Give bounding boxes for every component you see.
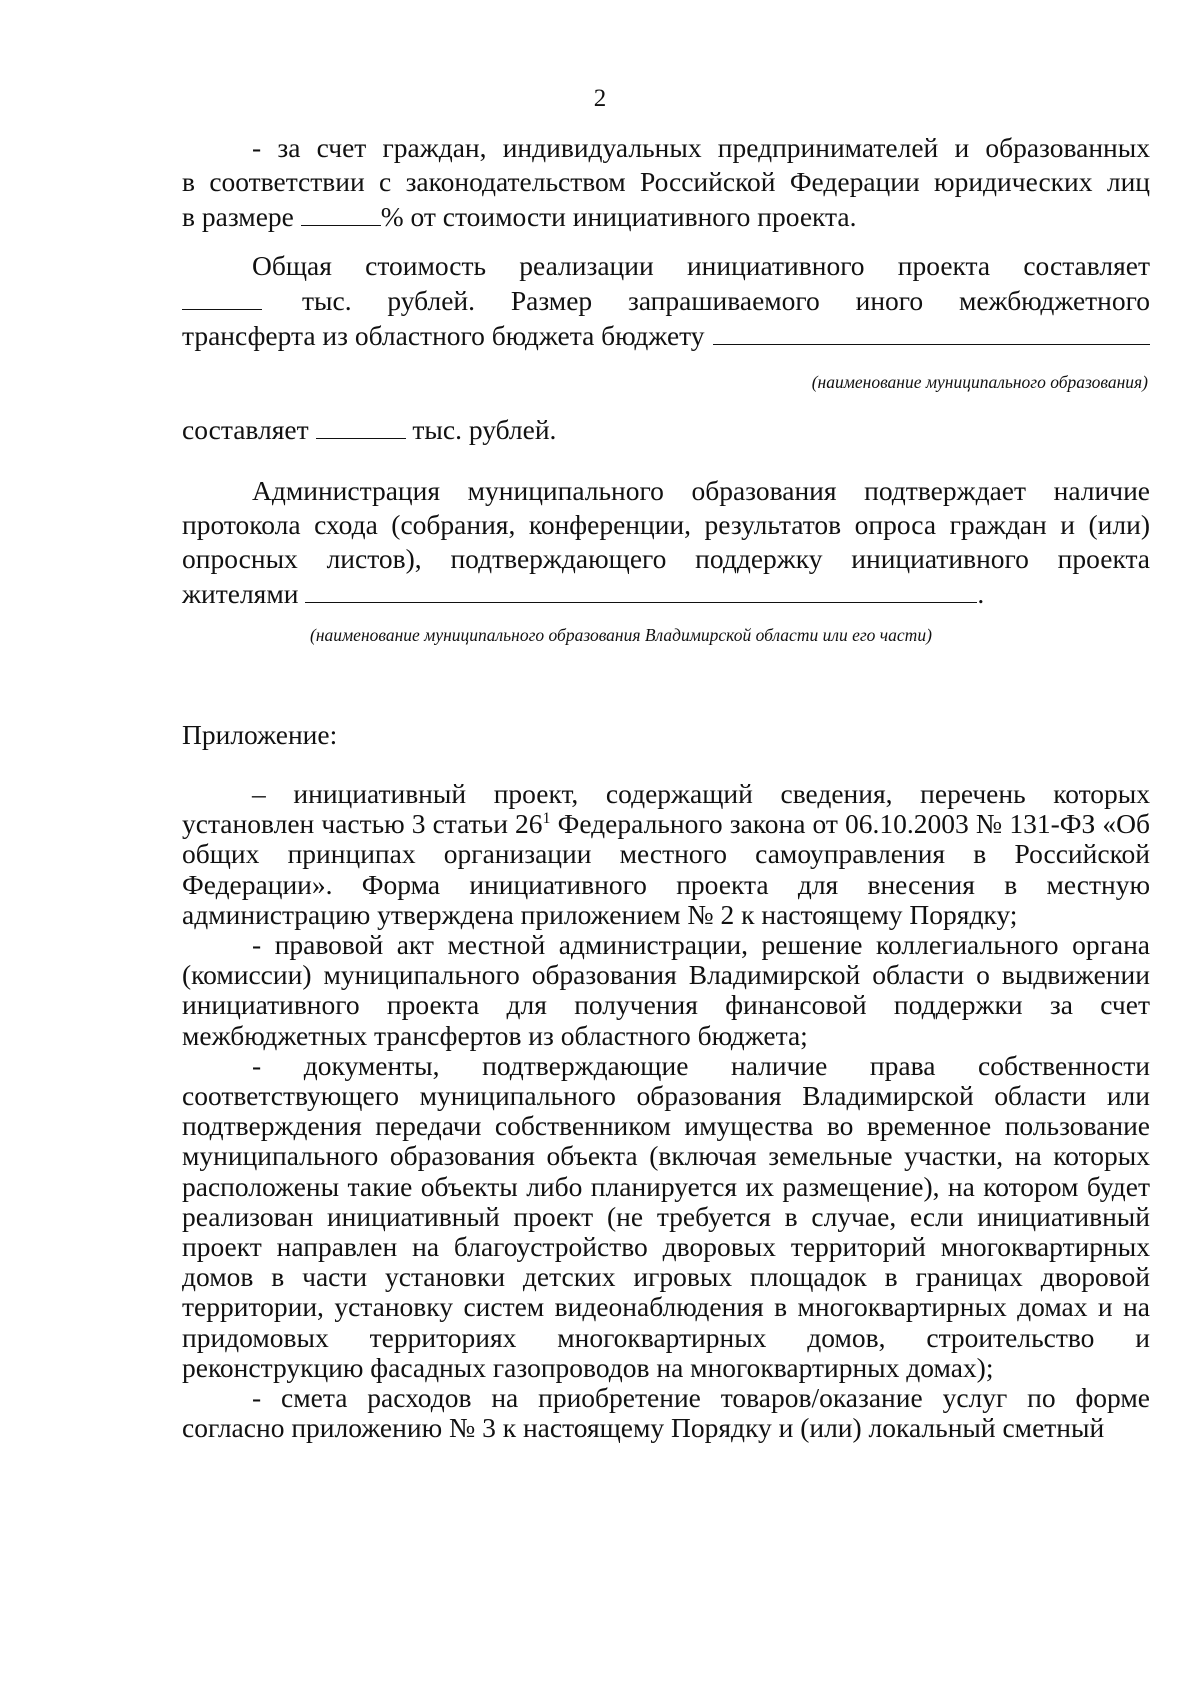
p2-word: составляет xyxy=(1023,250,1150,281)
p1-line3-after: % от стоимости инициативного проекта. xyxy=(380,201,857,232)
paragraph-citizen-funding xyxy=(182,131,1150,234)
item1-text-a: – инициативный проект, содержащий сведения, перечень которых установлен частью 3 статьи 26 xyxy=(182,778,1150,840)
p1-line3 xyxy=(182,199,1150,234)
page-number: 2 xyxy=(593,85,607,112)
residents-blank xyxy=(305,576,977,603)
item1-text-b: Федерального закона от 06.10.2003 № 131-ФЗ «Об общих принципах организации местного самоуправления в Российской Федерации». Форма инициативного проекта для внесения в местную администрацию утверждена приложением № 2 к настоящему Порядку; xyxy=(182,808,1150,930)
p4-line1: Администрация муниципального образования подтверждает наличие xyxy=(252,475,1150,506)
p2-line3 xyxy=(182,318,1150,353)
p2-line1 xyxy=(182,249,1150,283)
p2-word: Общая xyxy=(252,250,332,281)
p2-line2-text: тыс. рублей. Размер запрашиваемого иного межбюджетного xyxy=(302,285,1150,316)
p4-line4-end: . xyxy=(977,578,985,609)
appendix-item-initiative-project xyxy=(182,779,1150,930)
p3-before: составляет xyxy=(182,414,309,445)
caption-municipality-name: (наименование муниципального образования) xyxy=(811,372,1148,392)
paragraph-total-cost xyxy=(182,249,1150,353)
appendix-title: Приложение: xyxy=(182,719,338,750)
requested-amount-blank xyxy=(316,412,406,439)
total-cost-blank xyxy=(182,283,262,310)
percent-blank xyxy=(301,199,381,226)
p2-line3-text: трансферта из областного бюджета бюджету xyxy=(182,320,705,351)
municipality-name-blank xyxy=(713,318,1150,345)
appendix-item-legal-act: - правовой акт местной администрации, решение коллегиального органа (комиссии) муниципального образования Владимирской области о выдвижении инициативного проекта для получения финансовой поддержки за счет межбюджетных трансфертов из областного бюджета; xyxy=(182,929,1150,1051)
appendix-list xyxy=(182,779,1150,1443)
p4-line4 xyxy=(182,576,1150,611)
p2-word: проекта xyxy=(897,250,991,281)
p1-line3-before: в размере xyxy=(182,201,294,232)
appendix-item-cost-estimate: - смета расходов на приобретение товаров/оказание услуг по форме согласно приложению № 3 к настоящему Порядку и (или) локальный сметный xyxy=(182,1382,1150,1444)
p2-line2 xyxy=(182,283,1150,318)
p4-line3: опросных листов), подтверждающего поддержку инициативного проекта xyxy=(182,543,1150,574)
paragraph-administration-confirms xyxy=(182,474,1150,611)
p1-line2: в соответствии с законодательством Российской Федерации юридических лиц xyxy=(182,166,1150,197)
caption-region-part: (наименование муниципального образования Владимирской области или его части) xyxy=(310,625,932,645)
p3-line xyxy=(182,412,1150,447)
p1-line1: - за счет граждан, индивидуальных предпринимателей и образованных xyxy=(252,132,1150,163)
p2-word: стоимость xyxy=(365,250,487,281)
p2-word: реализации xyxy=(519,250,654,281)
p3-after: тыс. рублей. xyxy=(412,414,557,445)
item1-superscript: 1 xyxy=(542,810,551,828)
appendix-item-ownership-documents: - документы, подтверждающие наличие права собственности соответствующего муниципального образования Владимирской области или подтверждения передачи собственником имущества во временное пользование муниципального образования объекта (включая земельные участки, на которых расположены такие объекты либо планируется их размещение), на котором будет реализован инициативный проект (не требуется в случае, если инициативный проект направлен на благоустройство дворовых территорий многоквартирных домов в части установки детских игровых площадок в границах дворовой территории, установку систем видеонаблюдения в многоквартирных домах и на придомовых территориях многоквартирных домов, строительство и реконструкцию фасадных газопроводов на многоквартирных домах); xyxy=(182,1049,1150,1383)
p4-line4-before: жителями xyxy=(182,578,299,609)
p2-word: инициативного xyxy=(686,250,865,281)
paragraph-requested-amount xyxy=(182,412,1150,447)
p4-line2: протокола схода (собрания, конференции, результатов опроса граждан и (или) xyxy=(182,509,1150,540)
